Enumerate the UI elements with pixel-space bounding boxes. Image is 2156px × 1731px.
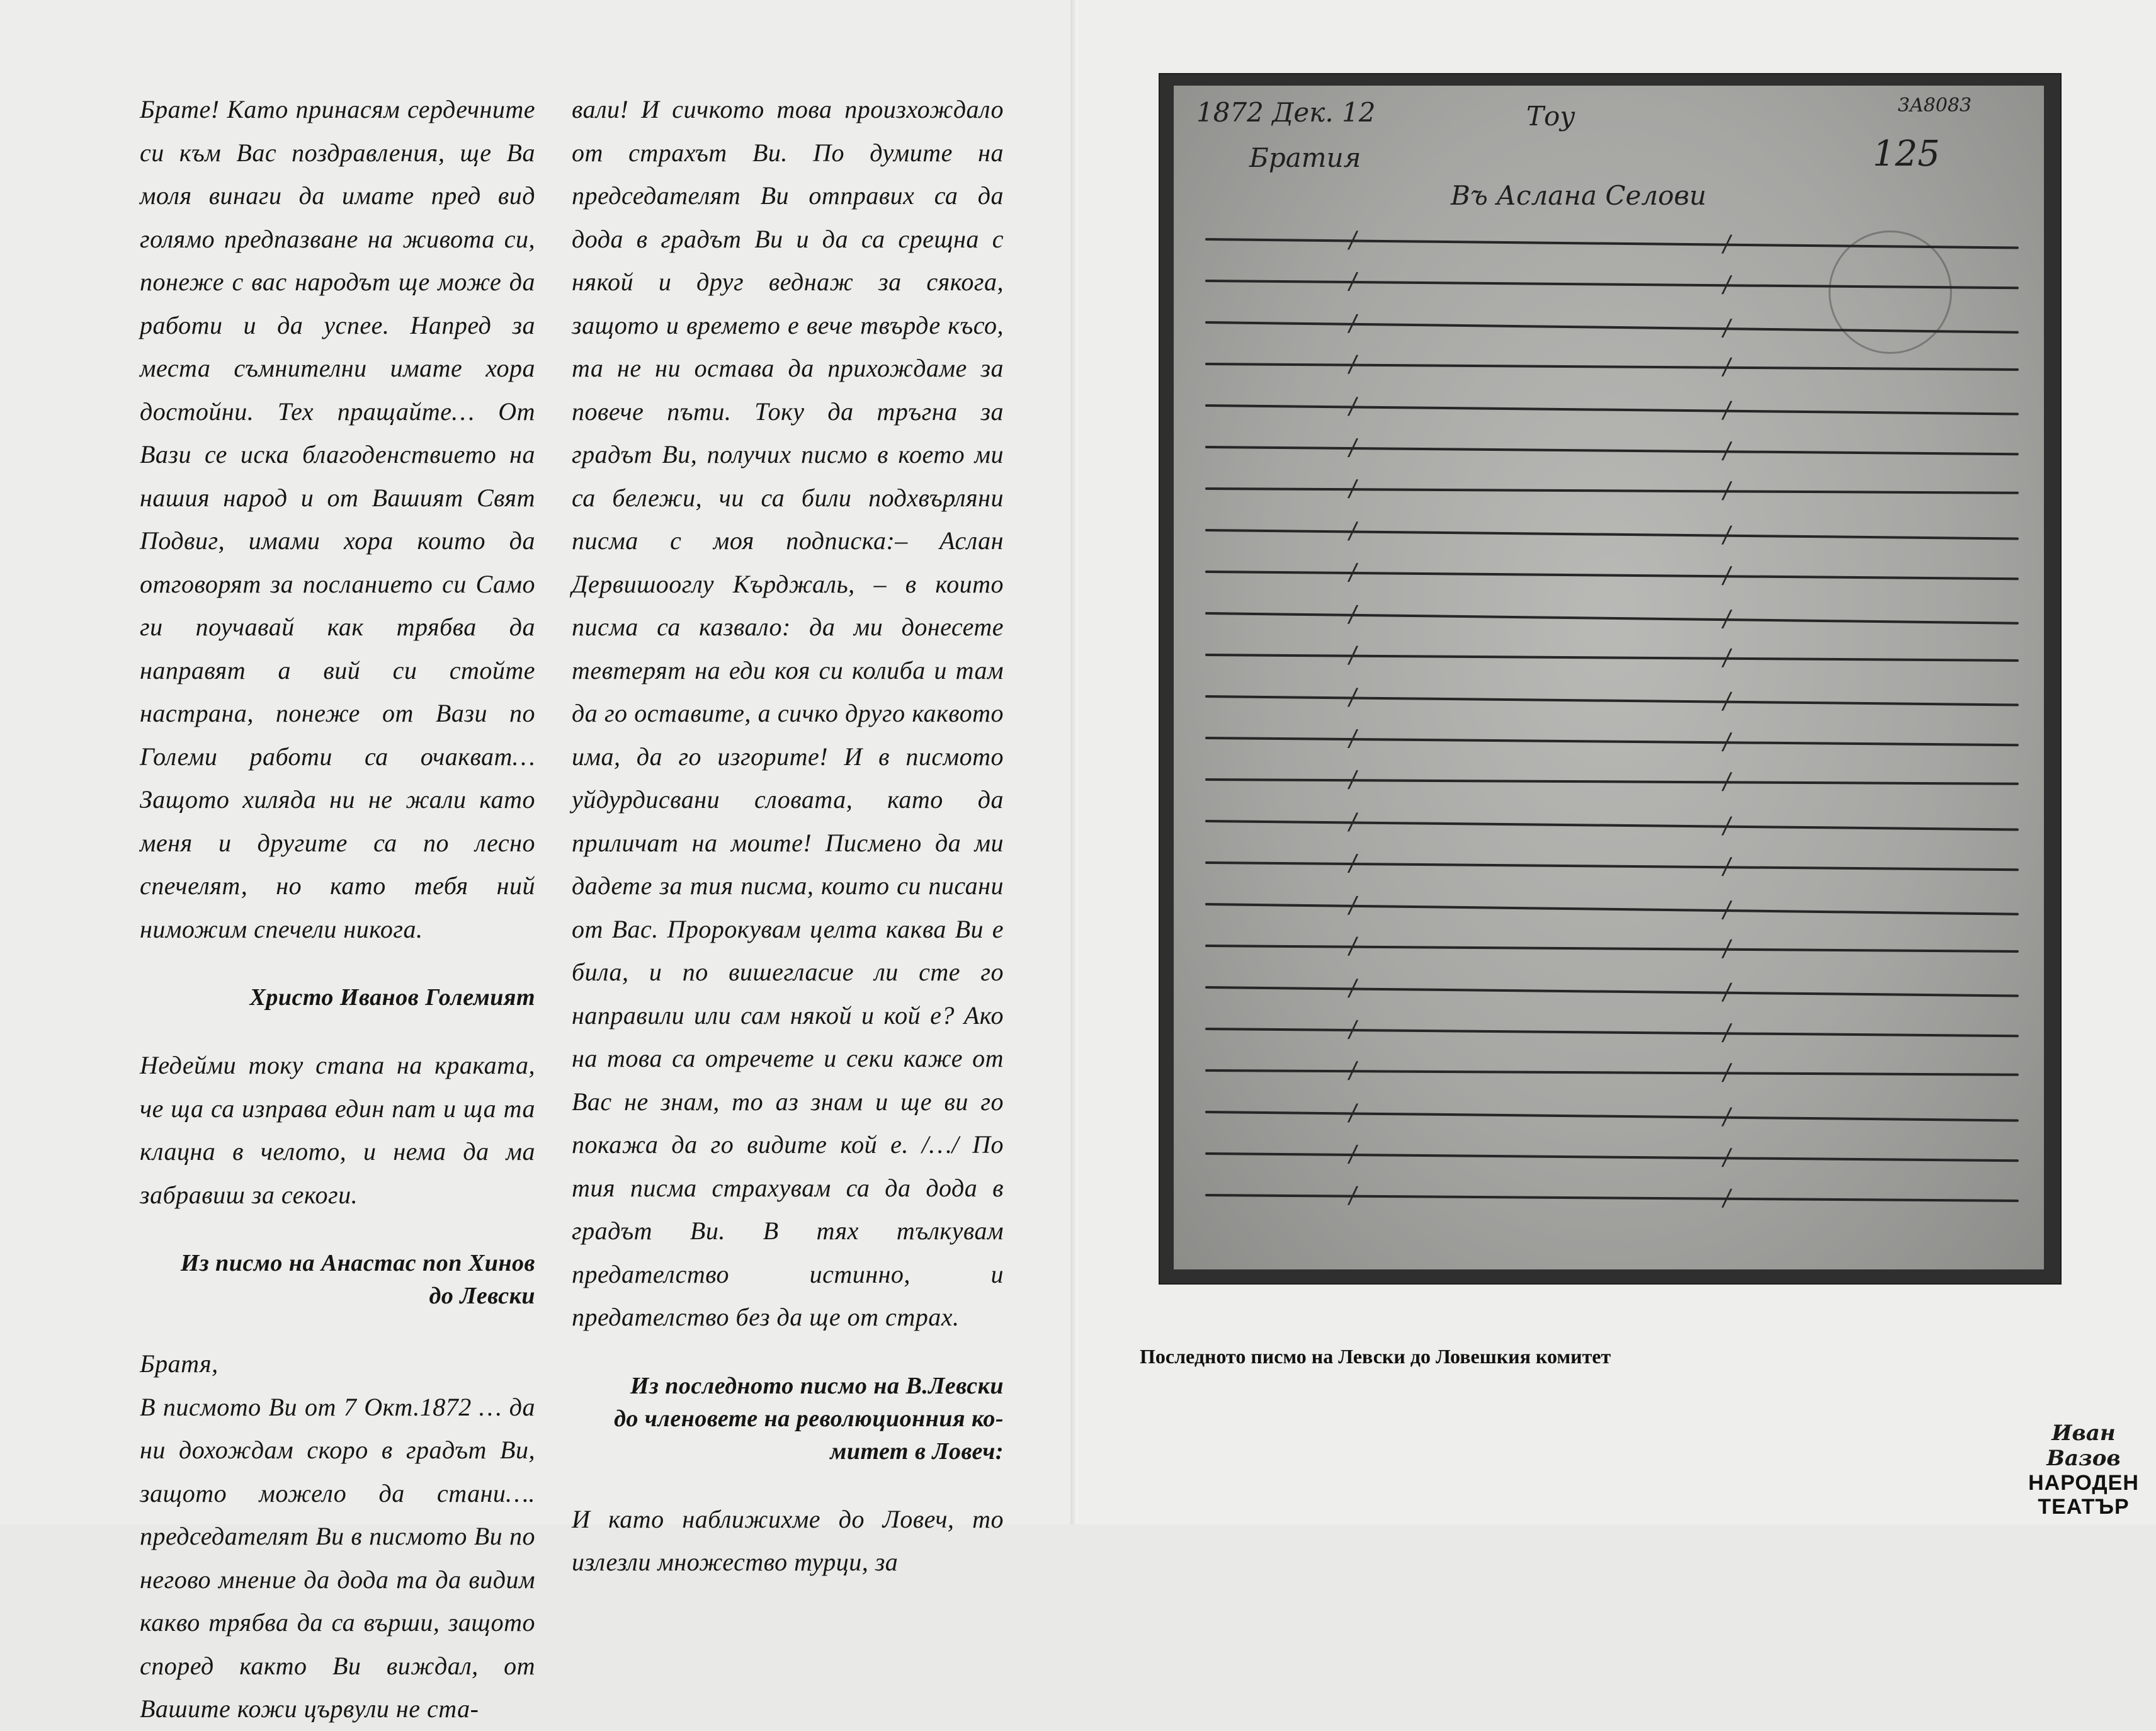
letter-excerpt-golemiyat: Брате! Като принасям сердечните си към Вас поздравления, ще Ва моля винаги да имате пред вид голямо предпазване на живота си, понеже с вас народът ще може да работи и да успее. Напред за места съмнителни имате хора достойни. Тех пращайте… От Вази се иска благоденствието на нашия народ и от Вашият Свят Подвиг, имами хора които да отговорят за посланието си Само ги поучавай как трябва да направят а вий си стойте настрана, понеже от Вази по Големи работи са очакват… Защото хиляда ни не жали като меня и другите са по лесно спечелят, но като тебя ний ниможим спечели никога.: [140, 95, 535, 943]
handwriting-line: [1205, 570, 2019, 580]
photo-caption: Последното писмо на Левски до Ловешкия комитет: [1140, 1345, 1611, 1368]
handwriting-line: [1205, 1152, 2019, 1162]
handwriting-line: [1205, 1194, 2019, 1202]
levski-letter-part1: В писмото Ви от 7 Окт.1872 … да ни дохождам скоро в градът Ви, защото можело да стани…. председателят Ви в писмото Ви по негово мнение да дода та да видим какво трябва да са върши, защото според както Ви виждал, от Вашите кожи цървули не ста-: [140, 1392, 535, 1723]
logo-line-1: НАРОДЕН: [2028, 1471, 2139, 1495]
handwriting-line: [1205, 737, 2019, 746]
letter-place: Тоу: [1526, 101, 1575, 132]
levski-letter-salutation: Братя,: [140, 1349, 218, 1378]
letter-date: 1872 Дек. 12: [1196, 97, 1376, 128]
lovech-account: И като наближихме до Ловеч, то излезли множество турци, за: [572, 1504, 1004, 1576]
letter-addressee: Въ Аслана Селови: [1451, 180, 1706, 211]
handwriting-line: [1205, 1111, 2019, 1122]
signature-hinov: Из писмо на Анастас поп Хинов до Левски: [180, 1250, 535, 1309]
letter-excerpt-hinov: Недейми току стапа на краката, че ща са изправа един пат и ща та клацна в челото, и нема да ма забравиш за секоги.: [140, 1051, 535, 1209]
handwriting-line: [1205, 820, 2019, 831]
signature-levski: Из последното писмо на В.Левски до членовете на революционния ко- митет в Ловеч:: [614, 1372, 1004, 1465]
handwriting-line: [1205, 1028, 2019, 1037]
archive-number: 125: [1873, 133, 1940, 174]
handwriting-line: [1205, 612, 2019, 625]
handwriting-line: [1205, 446, 2019, 455]
levski-letter-part2: вали! И сичкото това произхождало от страхът Ви. По думите на председателят Ви отправих са да дода в градът Ви и да са срещна с някой и друг веднаж за сякога, защото и времето е вече твърде късо, та не ни остава да прихождаме за повече пъти. Току да тръгна за градът Ви, получих писмо в което ми са бележи, чи са били подхвърляни писма с моя подписка:– Аслан Дервишооглу Кърджаль, – в които писма са казвало: да ми донесете тевтерят на еди коя си колиба и там да го оставите, а сичко друго каквото има, да го изгорите! И в писмото уйдурдисвани словата, като да приличат на моите! Писмено да ми дадете за тия писма, които си писани от Вас. Пророкувам целта каква Ви е била, и по вишегласие ли сте го направили или сам някой и кой е? Ако на това са отречете и секи каже от Вас не знам, то аз знам и ще ви го покажа да го видите кой е. /…/ По тия писма страхувам са да дода в градът Ви. В тях тълкувам предателство истинно, и предателство без да ще от страх.: [572, 95, 1004, 1331]
handwriting-line: [1205, 945, 2019, 953]
handwriting-line: [1205, 695, 2019, 707]
middle-text-column: [572, 88, 1004, 1584]
letter-greeting: Братия: [1249, 142, 1361, 173]
handwriting-line: [1205, 654, 2019, 662]
left-text-column: [140, 88, 535, 1731]
postal-stamp: [1829, 230, 1952, 354]
handwriting-line: [1205, 861, 2019, 871]
logo-script: Иван Вазов: [2046, 1421, 2121, 1471]
logo-line-2: ТЕАТЪР: [2038, 1495, 2130, 1519]
archive-code: 3A8083: [1898, 94, 1972, 116]
handwriting-line: [1205, 986, 2019, 997]
handwriting-line: [1205, 487, 2019, 494]
handwriting-line: [1205, 404, 2019, 416]
signature-golemiyat: Христо Иванов Големият: [249, 984, 535, 1011]
handwriting-line: [1205, 529, 2019, 540]
left-page: [0, 0, 1078, 1723]
handwriting-line: [1205, 363, 2019, 371]
letter-facsimile-photo: [1160, 74, 2060, 1283]
national-theatre-logo: [2019, 1421, 2148, 1519]
handwriting-line: [1205, 903, 2019, 916]
handwriting-line: [1205, 778, 2019, 785]
handwriting-line: [1205, 1069, 2019, 1076]
handwritten-letter: [1174, 86, 2044, 1269]
